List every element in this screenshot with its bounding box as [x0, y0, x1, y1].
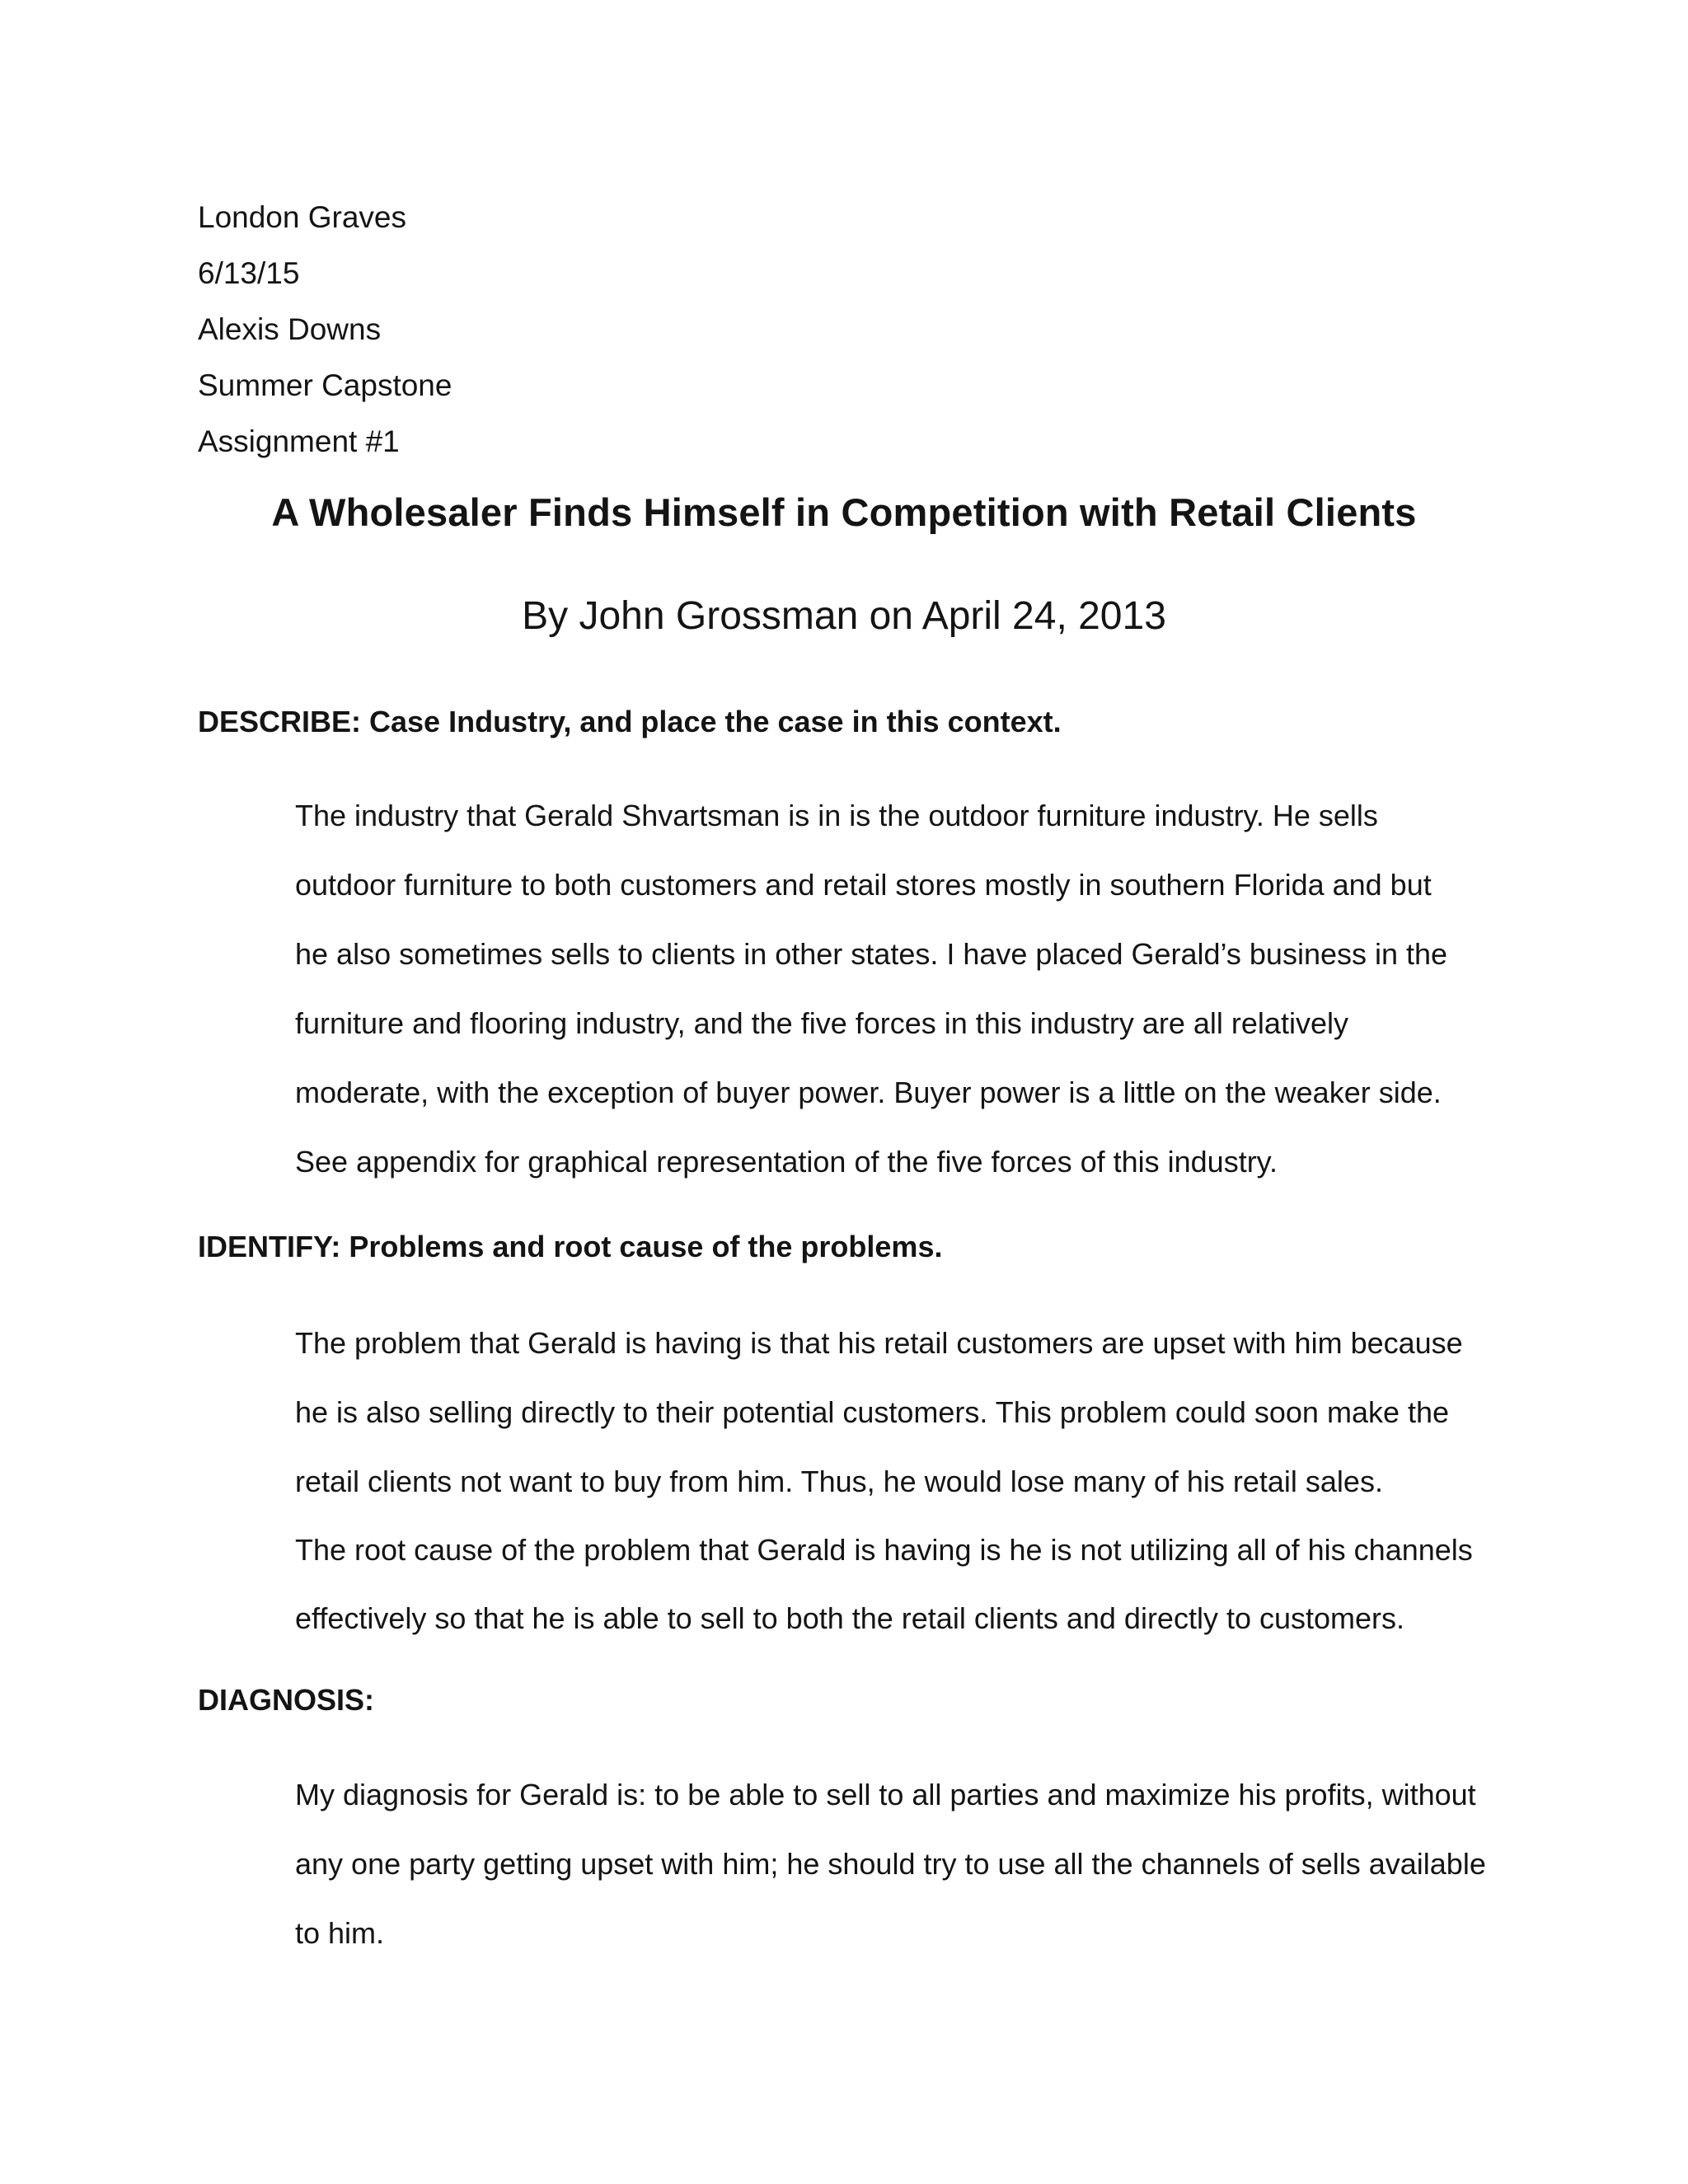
byline: By John Grossman on April 24, 2013 [522, 594, 1166, 638]
paragraph-line: he is also selling directly to their potential customers. This problem could soon make the [295, 1395, 1450, 1429]
course-name: Summer Capstone [198, 368, 452, 402]
paragraph-line: The root cause of the problem that Gerald is having is he is not utilizing all of his channels [295, 1533, 1473, 1567]
paragraph-line: My diagnosis for Gerald is: to be able to sell to all parties and maximize his profits, without [295, 1778, 1476, 1811]
paragraph-line: See appendix for graphical representation of the five forces of this industry. [295, 1145, 1278, 1179]
paragraph-line: he also sometimes sells to clients in other states. I have placed Gerald’s business in the [295, 937, 1448, 971]
instructor-name: Alexis Downs [198, 312, 382, 346]
assignment-label: Assignment #1 [198, 424, 400, 458]
section-body-describe [295, 781, 1482, 1197]
paragraph-line: retail clients not want to buy from him. Thus, he would lose many of his retail sales. [295, 1465, 1383, 1498]
paragraph-line: effectively so that he is able to sell to both the retail clients and directly to customers. [295, 1601, 1405, 1635]
section-body-diagnosis [295, 1760, 1486, 1968]
paragraph-line: The problem that Gerald is having is that his retail customers are upset with him because [295, 1326, 1463, 1360]
section-heading-describe: DESCRIBE: Case Industry, and place the case in this context. [198, 705, 1062, 738]
section-heading-diagnosis: DIAGNOSIS: [198, 1683, 375, 1717]
header-block [198, 190, 452, 470]
paragraph-line: moderate, with the exception of buyer power. Buyer power is a little on the weaker side. [295, 1076, 1442, 1109]
paragraph-line: outdoor furniture to both customers and retail stores mostly in southern Florida and but [295, 868, 1432, 902]
student-name: London Graves [198, 200, 407, 234]
date: 6/13/15 [198, 256, 300, 290]
paragraph-line: furniture and flooring industry, and the five forces in this industry are all relatively [295, 1006, 1348, 1040]
document-title: A Wholesaler Finds Himself in Competition with Retail Clients [271, 490, 1417, 534]
section-heading-identify: IDENTIFY: Problems and root cause of the problems. [198, 1230, 943, 1263]
paragraph-line: The industry that Gerald Shvartsman is in is the outdoor furniture industry. He sells [295, 799, 1378, 832]
paragraph-line: any one party getting upset with him; he should try to use all the channels of sells available [295, 1847, 1486, 1881]
section-body-identify [295, 1309, 1482, 1653]
paragraph-line: to him. [295, 1916, 385, 1950]
